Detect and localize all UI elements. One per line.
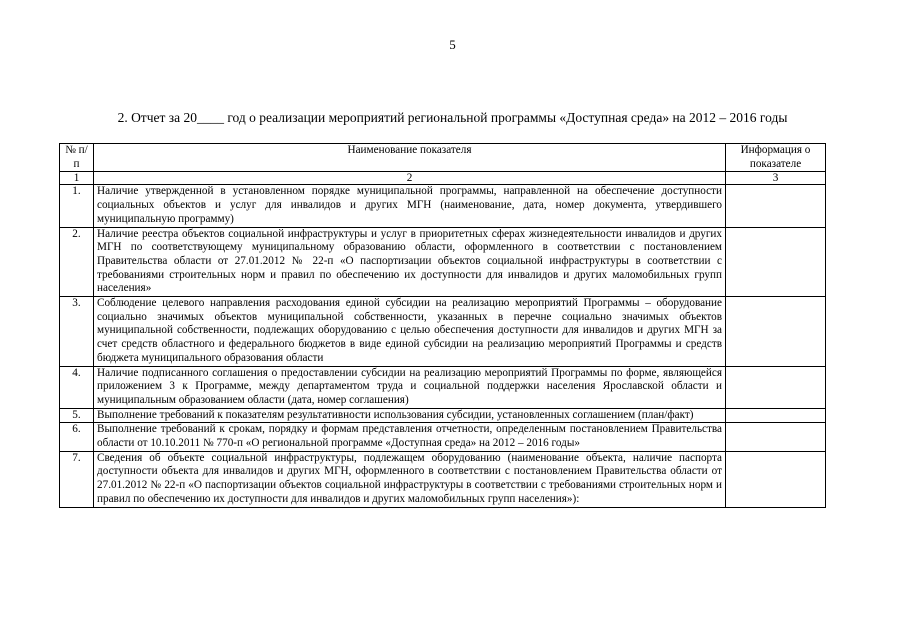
column-index-1: 1 xyxy=(60,172,94,185)
indicator-name: Наличие утвержденной в установленном порядке муниципальной программы, направленной на обеспечение доступности социальных объектов и услуг для инвалидов и других МГН (наименование, дата, номер документа, утвердившего муниципальную программу) xyxy=(94,185,726,227)
table-row xyxy=(60,366,826,408)
row-number: 2. xyxy=(60,227,94,297)
column-index-2: 2 xyxy=(94,172,726,185)
table-row xyxy=(60,227,826,297)
indicator-info-cell xyxy=(726,423,826,451)
indicator-info-cell xyxy=(726,227,826,297)
indicator-name: Наличие реестра объектов социальной инфраструктуры и услуг в приоритетных сферах жизнедеятельности инвалидов и других МГН по соответствующему муниципальному образованию области, оформленного в соответствии с постановлением Правительства области от 27.01.2012 № 22-п «О паспортизации объектов социальной инфраструктуры в соответствии с требованиями строительных норм и правил по обеспечению их доступности для инвалидов и других маломобильных групп населения» xyxy=(94,227,726,297)
header-name: Наименование показателя xyxy=(94,144,726,172)
indicator-info-cell xyxy=(726,185,826,227)
indicator-info-cell xyxy=(726,408,826,423)
indicator-info-cell xyxy=(726,366,826,408)
table-header-row xyxy=(60,144,826,172)
header-info: Информация о показателе xyxy=(726,144,826,172)
report-table xyxy=(59,143,826,508)
row-number: 7. xyxy=(60,451,94,507)
header-num: № п/п xyxy=(60,144,94,172)
indicator-info-cell xyxy=(726,451,826,507)
row-number: 6. xyxy=(60,423,94,451)
indicator-name: Сведения об объекте социальной инфраструктуры, подлежащем оборудованию (наименование объекта, наличие паспорта доступности объекта для инвалидов и других МГН, оформленного в соответствии с постановлением Правительства области от 27.01.2012 № 22-п «О паспортизации объектов социальной инфраструктуры в соответствии с требованиями строительных норм и правил по обеспечению их доступности для инвалидов и других маломобильных групп населения»): xyxy=(94,451,726,507)
column-index-3: 3 xyxy=(726,172,826,185)
indicator-name: Соблюдение целевого направления расходования единой субсидии на реализацию мероприятий Программы – оборудование социально значимых объектов муниципальной собственности, указанных в перечне социально значимых объектов муниципальной собственности, подлежащих оборудованию с целью обеспечения доступности для инвалидов и других МГН за счет средств областного и федерального бюджетов в виде единой субсидии на реализацию мероприятий Программы и средств бюджета муниципального образования области xyxy=(94,297,726,367)
column-index-row xyxy=(60,172,826,185)
row-number: 3. xyxy=(60,297,94,367)
table-row xyxy=(60,408,826,423)
table-row xyxy=(60,423,826,451)
row-number: 4. xyxy=(60,366,94,408)
indicator-name: Наличие подписанного соглашения о предоставлении субсидии на реализацию мероприятий Программы по форме, являющейся приложением 3 к Программе, между департаментом труда и социальной поддержки населения Ярославской области и муниципальным образованием области (дата, номер соглашения) xyxy=(94,366,726,408)
page-number: 5 xyxy=(449,37,456,52)
indicator-info-cell xyxy=(726,297,826,367)
indicator-name: Выполнение требований к срокам, порядку и формам представления отчетности, определенным постановлением Правительства области от 10.10.2011 № 770-п «О региональной программе «Доступная среда» на 2012 – 2016 годы» xyxy=(94,423,726,451)
indicator-name: Выполнение требований к показателям результативности использования субсидии, установленных соглашением (план/факт) xyxy=(94,408,726,423)
table-row xyxy=(60,297,826,367)
row-number: 1. xyxy=(60,185,94,227)
table-row xyxy=(60,451,826,507)
report-title: 2. Отчет за 20____ год о реализации мероприятий региональной программы «Доступная среда» на 2012 – 2016 годы xyxy=(117,110,788,125)
table-row xyxy=(60,185,826,227)
row-number: 5. xyxy=(60,408,94,423)
